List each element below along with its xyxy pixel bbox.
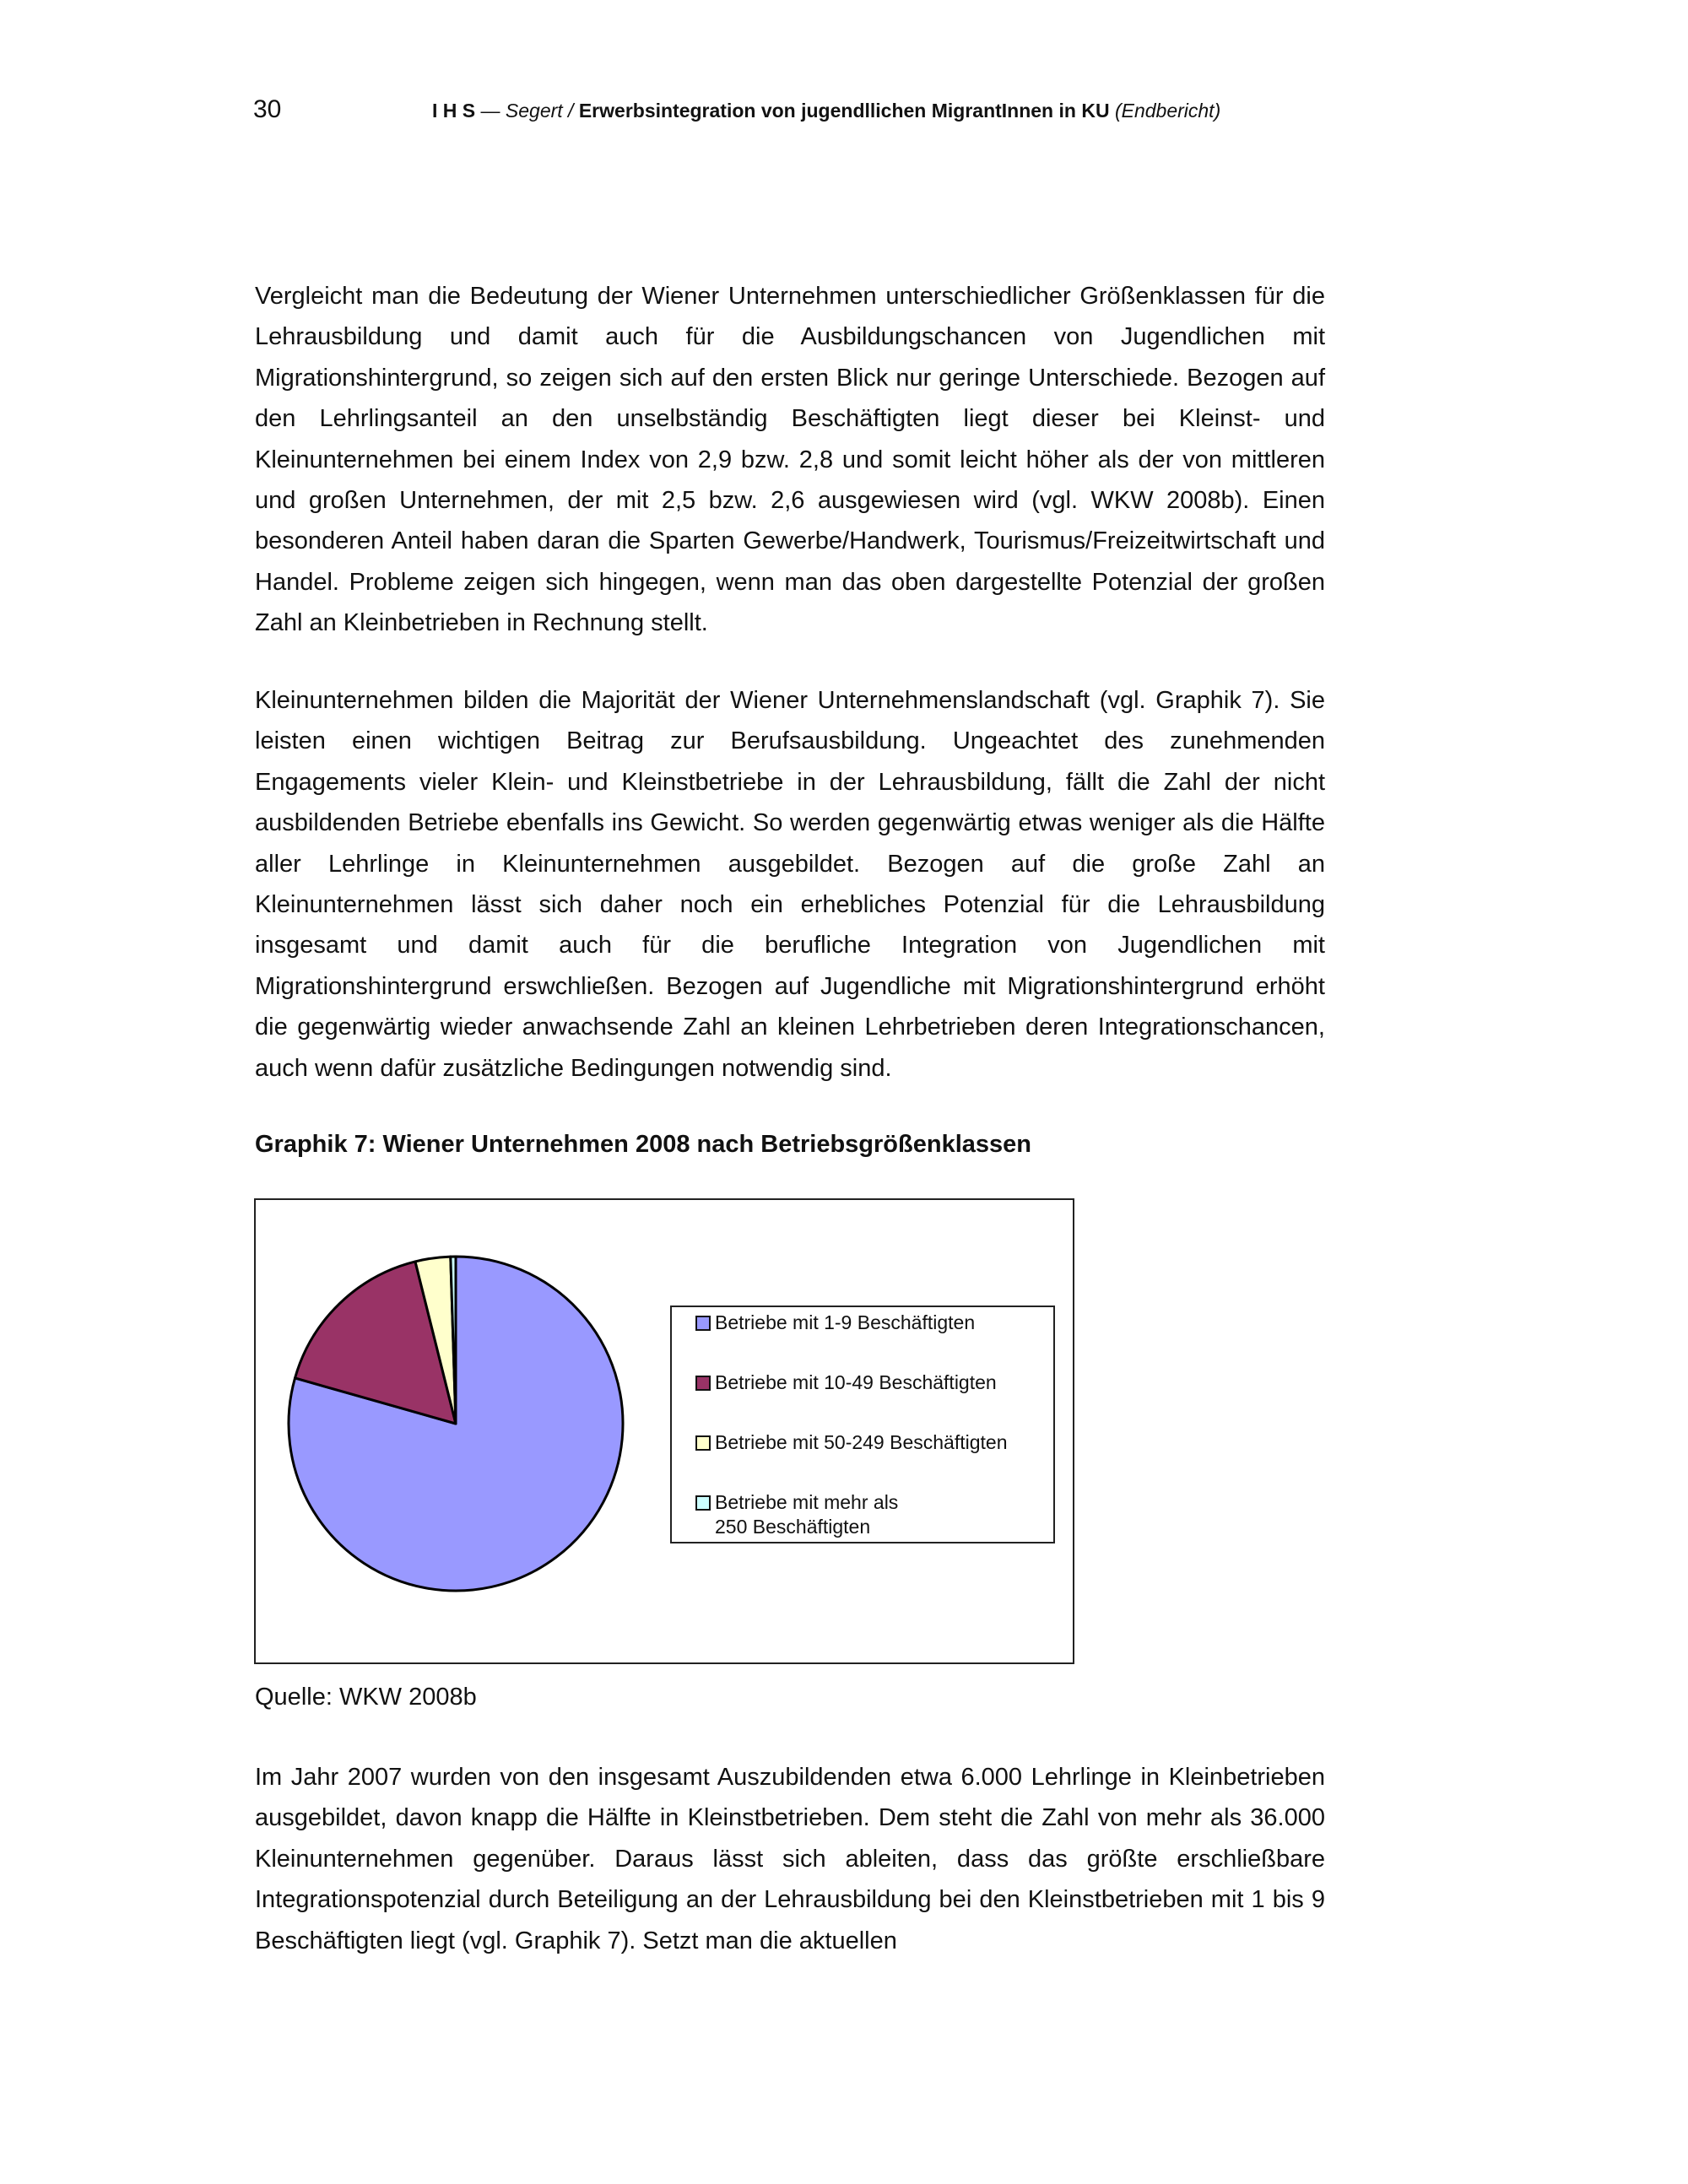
header-dash: — xyxy=(475,100,506,122)
running-header xyxy=(432,100,1220,122)
figure-source: Quelle: WKW 2008b xyxy=(255,1684,477,1711)
legend-item xyxy=(695,1311,1036,1335)
legend-swatch-icon xyxy=(695,1376,711,1391)
pie-chart xyxy=(254,1198,1074,1664)
legend-item xyxy=(695,1430,1036,1455)
legend-label: Betriebe mit 50-249 Beschäftigten xyxy=(715,1431,1008,1453)
legend-item xyxy=(695,1370,1036,1395)
legend-item xyxy=(695,1490,906,1539)
header-institute: I H S xyxy=(432,100,476,122)
legend-swatch-icon xyxy=(695,1435,711,1451)
legend-swatch-icon xyxy=(695,1495,711,1511)
header-report-type: (Endbericht) xyxy=(1109,100,1221,122)
legend-swatch-icon xyxy=(695,1316,711,1331)
paragraph-2: Kleinunternehmen bilden die Majorität der Wiener Unternehmenslandschaft (vgl. Graphik 7). Sie leisten einen wichtigen Beitrag zur Berufsausbildung. Ungeachtet des zunehmenden Engagements vieler Klein- und Kleinstbetriebe in der Lehrausbildung, fällt die Zahl der nicht ausbildenden Betriebe ebenfalls ins Gewicht. So werden gegenwärtig etwas weniger als die Hälfte aller Lehrlinge in Kleinunternehmen ausgebildet. Bezogen auf die große Zahl an Kleinunternehmen lässt sich daher noch ein erhebliches Potenzial für die Lehrausbildung insgesamt und damit auch für die berufliche Integration von Jugendlichen mit Migrationshintergrund erswchließen. Bezogen auf Jugendliche mit Migrationshintergrund erhöht die gegenwärtig wieder anwachsende Zahl an kleinen Lehrbetrieben deren Integrationschancen, auch wenn dafür zusätzliche Bedingungen notwendig sind. xyxy=(255,687,1325,1082)
figure-title: Graphik 7: Wiener Unternehmen 2008 nach Betriebsgrößenklassen xyxy=(255,1131,1031,1158)
legend-label: Betriebe mit mehr als 250 Beschäftigten xyxy=(715,1491,899,1538)
header-title: Erwerbsintegration von jugendllichen MigrantInnen in KU xyxy=(578,100,1110,122)
chart-legend xyxy=(670,1306,1055,1543)
header-author: Segert / xyxy=(505,100,579,122)
paragraph-1: Vergleicht man die Bedeutung der Wiener Unternehmen unterschiedlicher Größenklassen für die Lehrausbildung und damit auch für die Ausbildungschancen von Jugendlichen mit Migrationshintergrund, so zeigen sich auf den ersten Blick nur geringe Unterschiede. Bezogen auf den Lehrlingsanteil an den unselbständig Beschäftigten liegt dieser bei Kleinst- und Kleinunternehmen bei einem Index von 2,9 bzw. 2,8 und somit leicht höher als der von mittleren und großen Unternehmen, der mit 2,5 bzw. 2,6 ausgewiesen wird (vgl. WKW 2008b). Einen besonderen Anteil haben daran die Sparten Gewerbe/Handwerk, Tourismus/Freizeitwirtschaft und Handel. Probleme zeigen sich hingegen, wenn man das oben dargestellte Potenzial der großen Zahl an Kleinbetrieben in Rechnung stellt. xyxy=(255,283,1325,637)
legend-label: Betriebe mit 10-49 Beschäftigten xyxy=(715,1371,997,1393)
paragraph-3: Im Jahr 2007 wurden von den insgesamt Auszubildenden etwa 6.000 Lehrlinge in Kleinbetrieben ausgebildet, davon knapp die Hälfte in Kleinstbetrieben. Dem steht die Zahl von mehr als 36.000 Kleinunternehmen gegenüber. Daraus lässt sich ableiten, dass das größte erschließbare Integrationspotenzial durch Beteiligung an der Lehrausbildung bei den Kleinstbetrieben mit 1 bis 9 Beschäftigten liegt (vgl. Graphik 7). Setzt man die aktuellen xyxy=(255,1764,1325,1954)
page-number: 30 xyxy=(253,95,282,123)
legend-label: Betriebe mit 1-9 Beschäftigten xyxy=(715,1311,976,1333)
